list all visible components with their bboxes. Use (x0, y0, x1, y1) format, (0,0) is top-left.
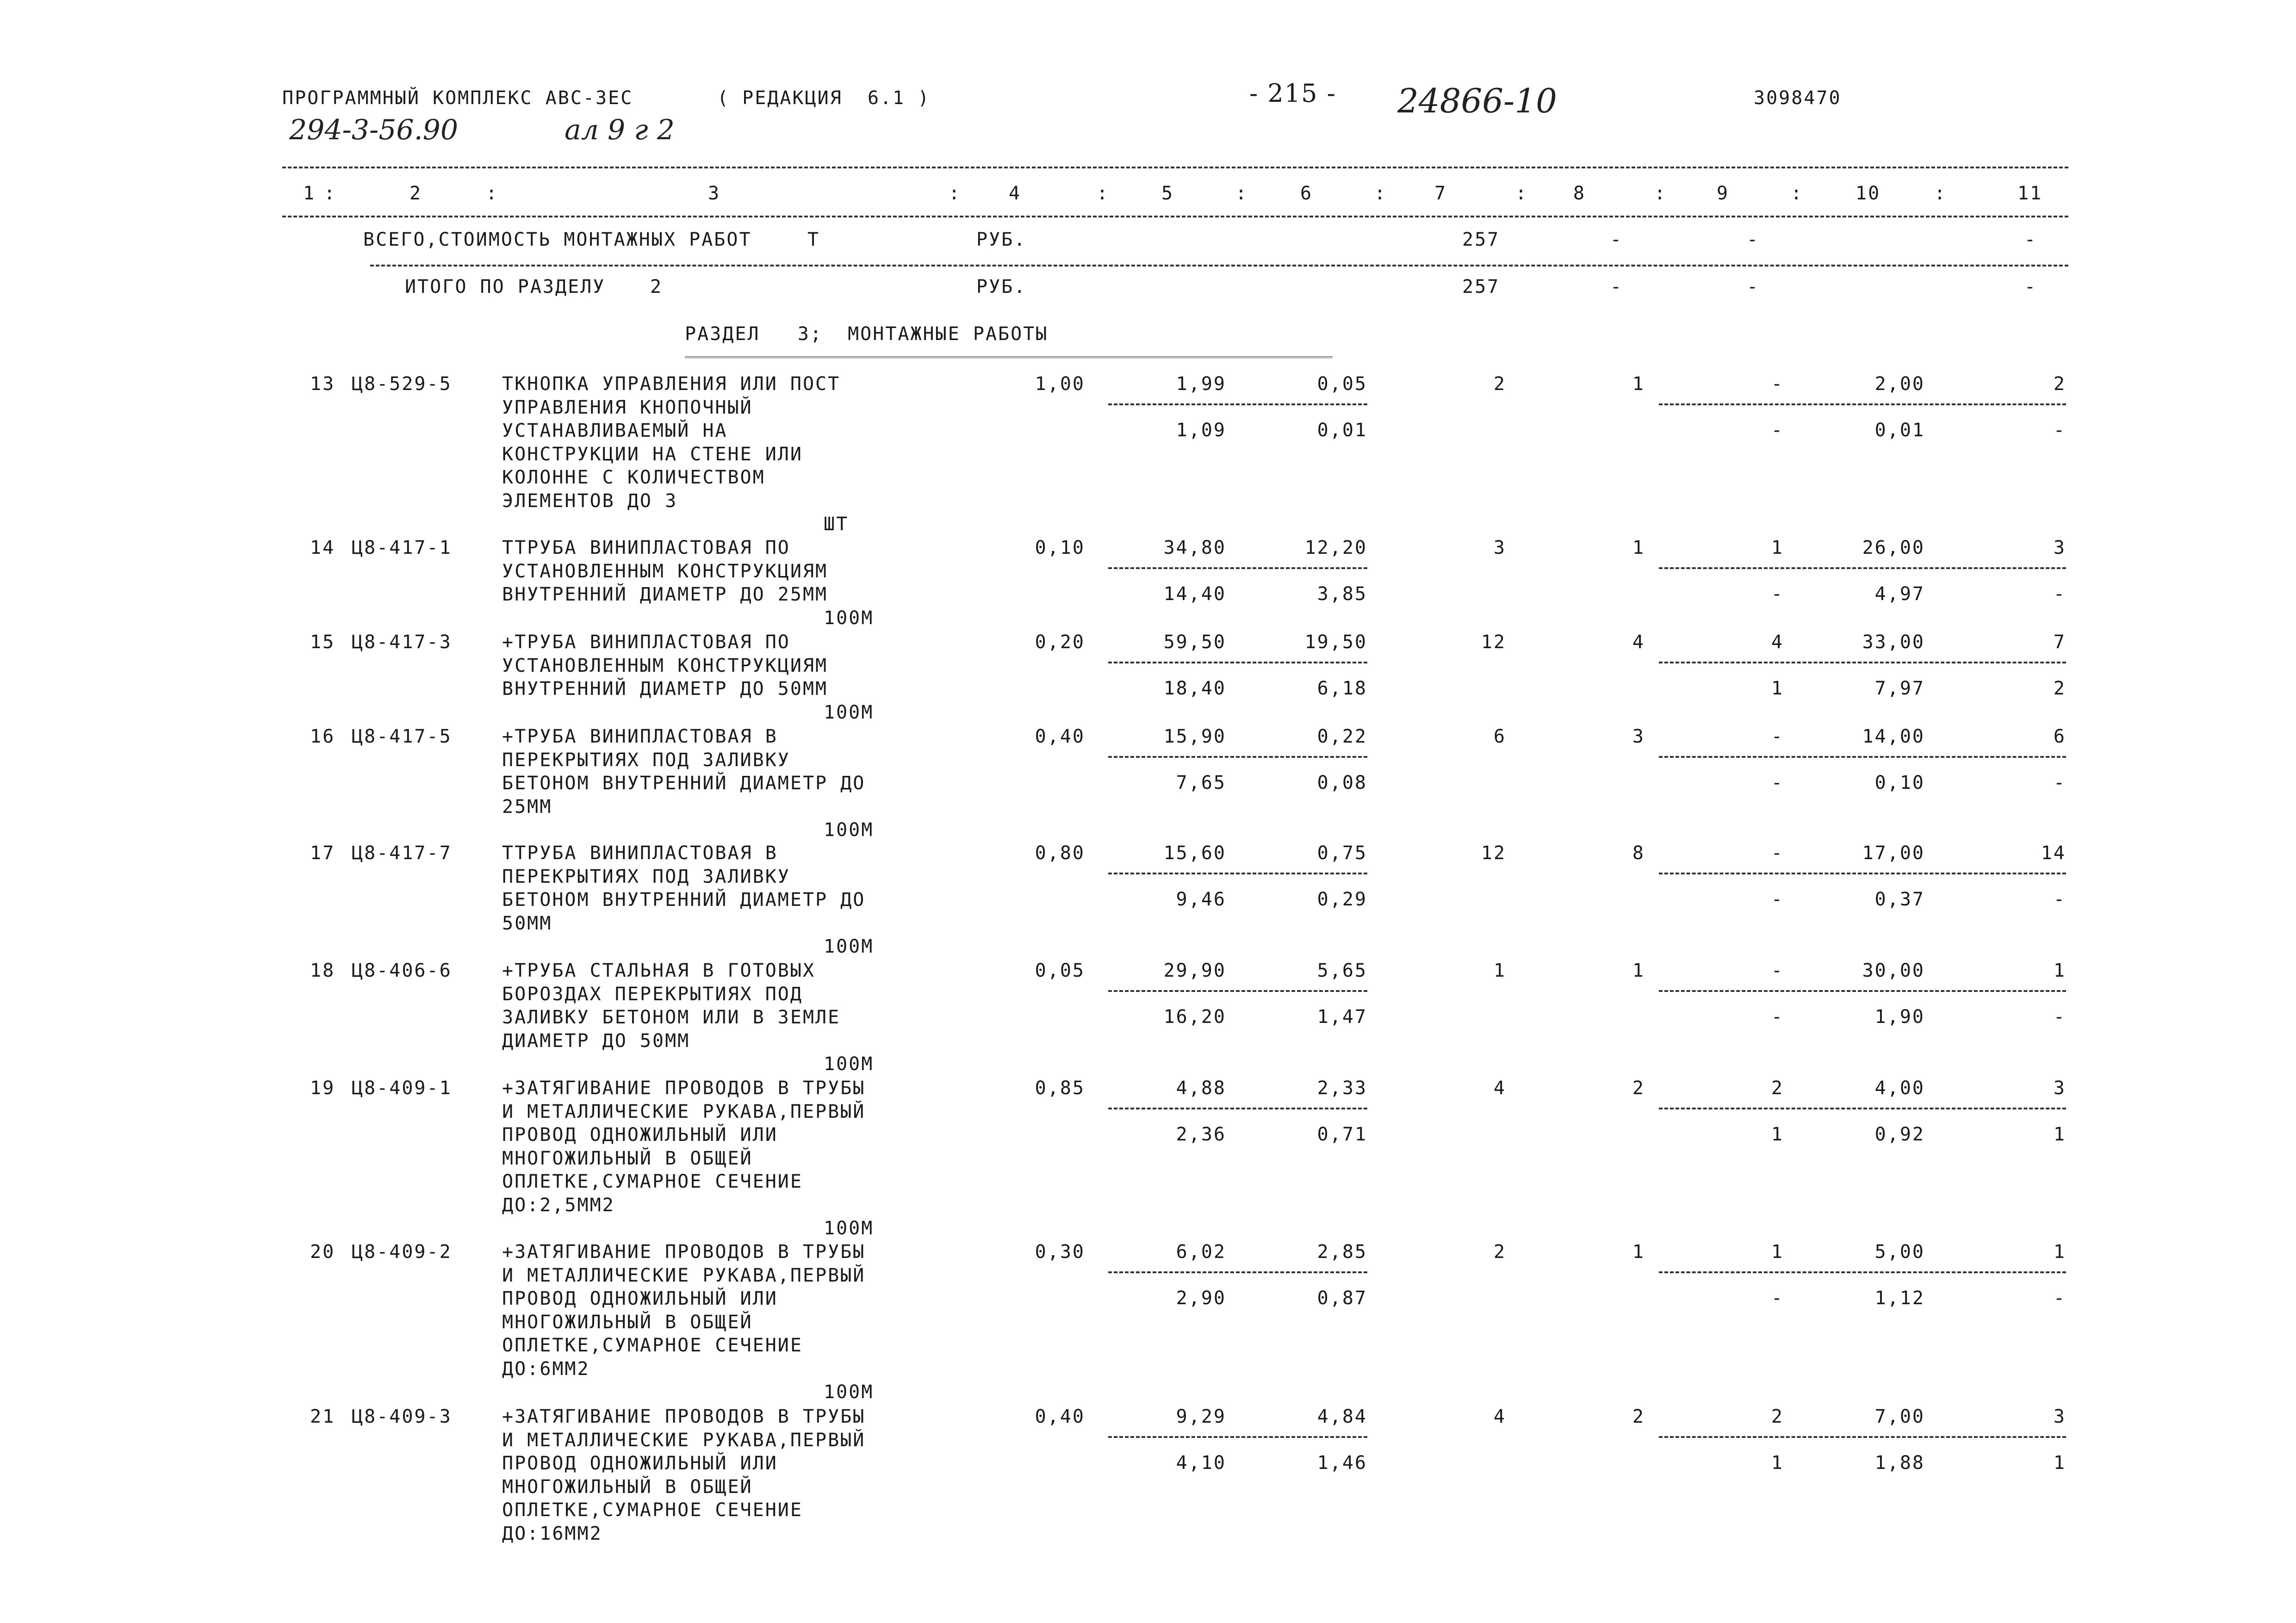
row-c10-bottom: 1,90 (1874, 1006, 1925, 1028)
row-c11-bottom: 1 (2053, 1452, 2066, 1474)
section-title-underline (685, 356, 1333, 358)
row-c6-bottom: 6,18 (1317, 678, 1367, 699)
row-description-line: ПРОВОД ОДНОЖИЛЬНЫЙ ИЛИ (502, 1124, 778, 1146)
row-c9-bottom: 1 (1771, 678, 1784, 699)
document-code: 3098470 (1754, 87, 1842, 109)
row-c9-bottom: - (1771, 1006, 1784, 1028)
row-c5-top: 15,60 (1163, 842, 1226, 864)
row-c5-top: 4,88 (1176, 1078, 1226, 1099)
row-code: Ц8-409-3 (352, 1406, 452, 1427)
row-c6-top: 0,05 (1317, 373, 1367, 395)
row-c9-c11-rule (1659, 567, 2066, 569)
row-c6-bottom: 1,46 (1317, 1452, 1367, 1474)
row-description-line: +ЗАТЯГИВАНИЕ ПРОВОДОВ В ТРУБЫ (502, 1241, 866, 1263)
program-title: ПРОГРАММНЫЙ КОМПЛЕКС АВС-ЗЕС (282, 87, 633, 109)
row-c8: 4 (1632, 632, 1645, 653)
row-c11-top: 14 (2041, 842, 2066, 864)
row-description-line: И МЕТАЛЛИЧЕСКИЕ РУКАВА,ПЕРВЫЙ (502, 1429, 866, 1451)
row-c11-bottom: - (2053, 772, 2066, 793)
row-unit: 100М (824, 701, 874, 723)
row-c5-bottom: 7,65 (1176, 772, 1226, 793)
row-quantity: 0,85 (1035, 1078, 1085, 1099)
row-c5-bottom: 2,36 (1176, 1124, 1226, 1145)
row-description-line: ДО:6ММ2 (502, 1358, 590, 1380)
row-c9-top: - (1771, 373, 1784, 395)
row-c9-top: 4 (1771, 632, 1784, 653)
row-c10-bottom: 4,97 (1874, 583, 1925, 605)
row-c8: 2 (1632, 1406, 1645, 1427)
row-unit: 100М (824, 1218, 874, 1239)
row-c10-bottom: 0,92 (1874, 1124, 1925, 1145)
row-c5-bottom: 4,10 (1176, 1452, 1226, 1474)
row-quantity: 0,20 (1035, 632, 1085, 653)
row-unit: 100М (824, 607, 874, 629)
row-description-line: БЕТОНОМ ВНУТРЕННИЙ ДИАМЕТР ДО (502, 773, 866, 794)
row-description-line: ТТРУБА ВИНИПЛАСТОВАЯ В (502, 842, 778, 864)
row-quantity: 0,80 (1035, 842, 1085, 864)
row-c10-top: 4,00 (1874, 1078, 1925, 1099)
row-c9-c11-rule (1659, 990, 2066, 992)
row-description-line: ВНУТРЕННИЙ ДИАМЕТР ДО 25ММ (502, 584, 828, 605)
row-c5-top: 1,99 (1176, 373, 1226, 395)
row-description-line: ПЕРЕКРЫТИЯХ ПОД ЗАЛИВКУ (502, 749, 790, 771)
row-quantity: 0,05 (1035, 960, 1085, 981)
row-c7: 4 (1493, 1406, 1506, 1427)
row-c11-top: 3 (2053, 1406, 2066, 1427)
column-header-5: 5 (1161, 183, 1174, 204)
row-c8: 1 (1632, 537, 1645, 558)
row-description-line: 25ММ (502, 796, 552, 818)
row-code: Ц8-406-6 (352, 960, 452, 981)
row-description-line: БЕТОНОМ ВНУТРЕННИЙ ДИАМЕТР ДО (502, 889, 866, 911)
row-number: 13 (310, 373, 335, 395)
row-c8: 1 (1632, 373, 1645, 395)
row-description-line: ДИАМЕТР ДО 50ММ (502, 1030, 690, 1052)
row-c6-top: 5,65 (1317, 960, 1367, 981)
row-c9-bottom: - (1771, 889, 1784, 910)
row-description-line: МНОГОЖИЛЬНЫЙ В ОБЩЕЙ (502, 1147, 753, 1169)
row-c7: 6 (1493, 726, 1506, 747)
row-c5-top: 9,29 (1176, 1406, 1226, 1427)
row-description-line: ДО:16ММ2 (502, 1523, 602, 1544)
row-quantity: 1,00 (1035, 373, 1085, 395)
row-c10-top: 14,00 (1862, 726, 1925, 747)
column-separator: : (1791, 183, 1804, 204)
row-c7: 4 (1493, 1078, 1506, 1099)
row-c5-c6-rule (1108, 1108, 1367, 1109)
row-c6-top: 12,20 (1304, 537, 1367, 558)
row-c7: 3 (1493, 537, 1506, 558)
row-number: 20 (310, 1241, 335, 1263)
row-number: 18 (310, 960, 335, 981)
row-c10-top: 33,00 (1862, 632, 1925, 653)
row-c9-c11-rule (1659, 756, 2066, 758)
row-c6-bottom: 0,08 (1317, 772, 1367, 793)
row-description-line: БОРОЗДАХ ПЕРЕКРЫТИЯХ ПОД (502, 983, 803, 1005)
row-description-line: КОНСТРУКЦИИ НА СТЕНЕ ИЛИ (502, 443, 803, 465)
row-c6-top: 2,85 (1317, 1241, 1367, 1263)
section-total-label: ИТОГО ПО РАЗДЕЛУ (405, 276, 606, 297)
row-c5-c6-rule (1108, 403, 1367, 405)
row-c7: 12 (1481, 842, 1506, 864)
row-code: Ц8-417-5 (352, 726, 452, 747)
row-description-line: ПРОВОД ОДНОЖИЛЬНЫЙ ИЛИ (502, 1288, 778, 1309)
row-number: 14 (310, 537, 335, 558)
row-description-line: И МЕТАЛЛИЧЕСКИЕ РУКАВА,ПЕРВЫЙ (502, 1101, 866, 1122)
row-c8: 8 (1632, 842, 1645, 864)
row-description-line: МНОГОЖИЛЬНЫЙ В ОБЩЕЙ (502, 1311, 753, 1333)
row-c6-bottom: 0,01 (1317, 420, 1367, 441)
row-c8: 1 (1632, 1241, 1645, 1263)
row-c6-top: 4,84 (1317, 1406, 1367, 1427)
row-quantity: 0,40 (1035, 1406, 1085, 1427)
total-c8: - (1610, 229, 1623, 250)
row-code: Ц8-409-2 (352, 1241, 452, 1263)
row-c5-top: 15,90 (1163, 726, 1226, 747)
row-c11-bottom: - (2053, 583, 2066, 605)
row-c5-bottom: 14,40 (1163, 583, 1226, 605)
row-c6-bottom: 1,47 (1317, 1006, 1367, 1028)
row-c7: 12 (1481, 632, 1506, 653)
row-c11-bottom: - (2053, 889, 2066, 910)
row-description-line: УСТАНАВЛИВАЕМЫЙ НА (502, 420, 728, 441)
column-separator: : (1654, 183, 1667, 204)
row-code: Ц8-417-7 (352, 842, 452, 864)
row-c11-top: 3 (2053, 537, 2066, 558)
row-c5-c6-rule (1108, 662, 1367, 663)
row-c5-bottom: 1,09 (1176, 420, 1226, 441)
total-label: ВСЕГО,СТОИМОСТЬ МОНТАЖНЫХ РАБОТ (363, 229, 752, 250)
row-c9-top: 2 (1771, 1078, 1784, 1099)
row-c10-top: 26,00 (1862, 537, 1925, 558)
column-separator: : (1934, 183, 1947, 204)
row-description-line: КОЛОННЕ С КОЛИЧЕСТВОМ (502, 467, 765, 488)
row-code: Ц8-409-1 (352, 1078, 452, 1099)
row-c9-c11-rule (1659, 1108, 2066, 1109)
row-c10-bottom: 0,37 (1874, 889, 1925, 910)
row-c9-top: 2 (1771, 1406, 1784, 1427)
row-description-line: ВНУТРЕННИЙ ДИАМЕТР ДО 50ММ (502, 678, 828, 700)
column-header-8: 8 (1573, 183, 1586, 204)
row-c6-bottom: 0,71 (1317, 1124, 1367, 1145)
row-c11-top: 7 (2053, 632, 2066, 653)
row-c11-top: 6 (2053, 726, 2066, 747)
row-c10-top: 5,00 (1874, 1241, 1925, 1263)
row-c10-top: 2,00 (1874, 373, 1925, 395)
section-total-c9: - (1747, 276, 1760, 297)
column-header-6: 6 (1300, 183, 1313, 204)
row-description-line: ПЕРЕКРЫТИЯХ ПОД ЗАЛИВКУ (502, 866, 790, 887)
row-description-line: ТТРУБА ВИНИПЛАСТОВАЯ ПО (502, 537, 790, 558)
row-c9-top: 1 (1771, 537, 1784, 558)
row-description-line: УПРАВЛЕНИЯ КНОПОЧНЫЙ (502, 396, 753, 418)
row-description-line: ОПЛЕТКЕ,СУМАРНОЕ СЕЧЕНИЕ (502, 1335, 803, 1356)
row-c10-bottom: 0,10 (1874, 772, 1925, 793)
row-description-line: 50ММ (502, 912, 552, 934)
row-c11-top: 1 (2053, 1241, 2066, 1263)
row-code: Ц8-529-5 (352, 373, 452, 395)
row-c11-bottom: 1 (2053, 1124, 2066, 1145)
row-description-line: +ТРУБА ВИНИПЛАСТОВАЯ ПО (502, 632, 790, 653)
row-c5-bottom: 2,90 (1176, 1288, 1226, 1309)
row-unit: ШТ (824, 514, 849, 535)
row-description-line: И МЕТАЛЛИЧЕСКИЕ РУКАВА,ПЕРВЫЙ (502, 1264, 866, 1286)
row-c8: 3 (1632, 726, 1645, 747)
column-separator: : (1515, 183, 1528, 204)
row-unit: 100М (824, 936, 874, 957)
row-number: 17 (310, 842, 335, 864)
section-title: РАЗДЕЛ 3; МОНТАЖНЫЕ РАБОТЫ (685, 323, 1049, 345)
total-c11: - (2024, 229, 2037, 250)
row-c7: 2 (1493, 1241, 1506, 1263)
column-separator: : (1097, 183, 1110, 204)
row-c9-top: - (1771, 960, 1784, 981)
row-c9-bottom: - (1771, 772, 1784, 793)
row-c11-bottom: - (2053, 1288, 2066, 1309)
row-number: 19 (310, 1078, 335, 1099)
row-description-line: УСТАНОВЛЕННЫМ КОНСТРУКЦИЯМ (502, 655, 828, 676)
row-c9-c11-rule (1659, 403, 2066, 405)
row-description-line: ОПЛЕТКЕ,СУМАРНОЕ СЕЧЕНИЕ (502, 1499, 803, 1521)
row-c6-top: 19,50 (1304, 632, 1367, 653)
section-total-c8: - (1610, 276, 1623, 297)
row-description-line: +ЗАТЯГИВАНИЕ ПРОВОДОВ В ТРУБЫ (502, 1406, 866, 1427)
handwritten-note-2: ал 9 г 2 (565, 114, 675, 146)
total-mark: Т (807, 229, 820, 250)
column-header-9: 9 (1717, 183, 1730, 204)
row-c10-bottom: 1,12 (1874, 1288, 1925, 1309)
row-quantity: 0,40 (1035, 726, 1085, 747)
row-number: 21 (310, 1406, 335, 1427)
row-c6-bottom: 0,87 (1317, 1288, 1367, 1309)
row-description-line: ЗАЛИВКУ БЕТОНОМ ИЛИ В ЗЕМЛЕ (502, 1007, 841, 1028)
row-description-line: ДО:2,5ММ2 (502, 1194, 615, 1216)
row-c10-bottom: 0,01 (1874, 420, 1925, 441)
row-description-line: ЭЛЕМЕНТОВ ДО 3 (502, 490, 678, 512)
page-number: - 215 - (1249, 79, 1336, 108)
row-unit: 100М (824, 1053, 874, 1075)
row-c9-c11-rule (1659, 1436, 2066, 1438)
row-c9-bottom: - (1771, 1288, 1784, 1309)
row-quantity: 0,10 (1035, 537, 1085, 558)
row-c8: 2 (1632, 1078, 1645, 1099)
column-separator: : (324, 183, 337, 204)
row-c8: 1 (1632, 960, 1645, 981)
header-rule-bottom (282, 216, 2068, 217)
column-header-2: 2 (410, 183, 422, 204)
row-description-line: МНОГОЖИЛЬНЫЙ В ОБЩЕЙ (502, 1476, 753, 1498)
row-description-line: +ЗАТЯГИВАНИЕ ПРОВОДОВ В ТРУБЫ (502, 1078, 866, 1099)
row-number: 15 (310, 632, 335, 653)
row-c11-top: 2 (2053, 373, 2066, 395)
column-header-7: 7 (1434, 183, 1447, 204)
total-c9: - (1747, 229, 1760, 250)
row-description-line: +ТРУБА СТАЛЬНАЯ В ГОТОВЫХ (502, 960, 816, 981)
row-c6-top: 2,33 (1317, 1078, 1367, 1099)
column-separator: : (949, 183, 962, 204)
header-rule-top (282, 167, 2068, 168)
row-c5-top: 29,90 (1163, 960, 1226, 981)
row-c11-bottom: 2 (2053, 678, 2066, 699)
row-c9-bottom: 1 (1771, 1124, 1784, 1145)
row-unit: 100М (824, 819, 874, 841)
section-total-c11: - (2024, 276, 2037, 297)
row-c7: 1 (1493, 960, 1506, 981)
total-rule (370, 265, 2068, 266)
row-c5-top: 6,02 (1176, 1241, 1226, 1263)
row-c6-top: 0,75 (1317, 842, 1367, 864)
column-header-10: 10 (1855, 183, 1881, 204)
row-c9-bottom: 1 (1771, 1452, 1784, 1474)
row-c9-c11-rule (1659, 873, 2066, 874)
row-c7: 2 (1493, 373, 1506, 395)
row-c5-c6-rule (1108, 567, 1367, 569)
row-c9-top: 1 (1771, 1241, 1784, 1263)
section-total-unit: РУБ. (976, 276, 1027, 297)
row-code: Ц8-417-1 (352, 537, 452, 558)
handwritten-note: 294-3-56.90 (289, 114, 459, 146)
section-total-c7: 257 (1462, 276, 1500, 297)
row-c11-top: 3 (2053, 1078, 2066, 1099)
row-c5-top: 59,50 (1163, 632, 1226, 653)
row-c6-top: 0,22 (1317, 726, 1367, 747)
row-c9-bottom: - (1771, 420, 1784, 441)
edition: ( РЕДАКЦИЯ 6.1 ) (717, 87, 931, 109)
section-total-num: 2 (650, 276, 663, 297)
row-c5-bottom: 18,40 (1163, 678, 1226, 699)
row-c10-top: 17,00 (1862, 842, 1925, 864)
row-c5-bottom: 16,20 (1163, 1006, 1226, 1028)
row-unit: 100М (824, 1381, 874, 1403)
row-c5-c6-rule (1108, 1271, 1367, 1273)
row-quantity: 0,30 (1035, 1241, 1085, 1263)
row-description-line: УСТАНОВЛЕННЫМ КОНСТРУКЦИЯМ (502, 560, 828, 582)
row-number: 16 (310, 726, 335, 747)
row-c6-bottom: 3,85 (1317, 583, 1367, 605)
row-c11-bottom: - (2053, 1006, 2066, 1028)
row-c6-bottom: 0,29 (1317, 889, 1367, 910)
row-c5-c6-rule (1108, 756, 1367, 758)
row-description-line: +ТРУБА ВИНИПЛАСТОВАЯ В (502, 726, 778, 747)
column-separator: : (1235, 183, 1248, 204)
row-description-line: ПРОВОД ОДНОЖИЛЬНЫЙ ИЛИ (502, 1453, 778, 1474)
row-c10-bottom: 7,97 (1874, 678, 1925, 699)
row-c11-top: 1 (2053, 960, 2066, 981)
row-c10-top: 30,00 (1862, 960, 1925, 981)
row-c5-top: 34,80 (1163, 537, 1226, 558)
column-header-4: 4 (1009, 183, 1022, 204)
column-header-1: 1 (303, 183, 316, 204)
row-description-line: ТКНОПКА УПРАВЛЕНИЯ ИЛИ ПОСТ (502, 373, 841, 395)
row-c9-c11-rule (1659, 1271, 2066, 1273)
row-description-line: ОПЛЕТКЕ,СУМАРНОЕ СЕЧЕНИЕ (502, 1171, 803, 1192)
column-header-11: 11 (2017, 183, 2043, 204)
row-c5-bottom: 9,46 (1176, 889, 1226, 910)
row-c11-bottom: - (2053, 420, 2066, 441)
row-c10-bottom: 1,88 (1874, 1452, 1925, 1474)
total-c7: 257 (1462, 229, 1500, 250)
row-c9-top: - (1771, 726, 1784, 747)
column-separator: : (486, 183, 499, 204)
row-c5-c6-rule (1108, 1436, 1367, 1438)
row-c5-c6-rule (1108, 873, 1367, 874)
row-c5-c6-rule (1108, 990, 1367, 992)
handwritten-number: 24866-10 (1397, 81, 1557, 120)
row-code: Ц8-417-3 (352, 632, 452, 653)
total-unit: РУБ. (976, 229, 1027, 250)
row-c9-top: - (1771, 842, 1784, 864)
row-c10-top: 7,00 (1874, 1406, 1925, 1427)
column-header-3: 3 (708, 183, 721, 204)
row-c9-bottom: - (1771, 583, 1784, 605)
column-separator: : (1374, 183, 1387, 204)
row-c9-c11-rule (1659, 662, 2066, 663)
